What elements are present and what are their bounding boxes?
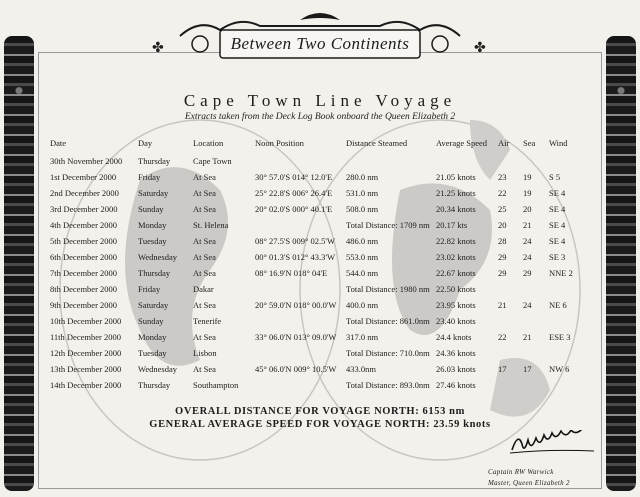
- banner-title: Between Two Continents: [230, 34, 410, 53]
- table-cell: 21.25 knots: [436, 188, 476, 198]
- table-cell: Monday: [138, 332, 167, 342]
- table-cell: 20: [523, 204, 532, 214]
- table-cell: 22: [498, 188, 507, 198]
- table-cell: Thursday: [138, 268, 171, 278]
- table-row: [50, 201, 610, 217]
- table-cell: Dakar: [193, 284, 214, 294]
- table-cell: 22.82 knots: [436, 236, 476, 246]
- table-cell: 24.36 knots: [436, 348, 476, 358]
- table-cell: SE 4: [549, 236, 566, 246]
- table-cell: [549, 281, 610, 297]
- column-header: Wind: [549, 138, 568, 148]
- table-cell: Southampton: [193, 380, 239, 390]
- table-cell: ESE 3: [549, 332, 571, 342]
- table-cell: 8th December 2000: [50, 284, 118, 294]
- table-cell: 2nd December 2000: [50, 188, 119, 198]
- table-cell: Cape Town: [193, 156, 232, 166]
- table-cell: 17: [498, 364, 507, 374]
- table-cell: Total Distance: 893.0nm: [346, 380, 430, 390]
- table-cell: SE 3: [549, 252, 566, 262]
- table-cell: 21: [523, 332, 532, 342]
- table-cell: [346, 153, 436, 169]
- overall-distance: OVERALL DISTANCE FOR VOYAGE NORTH: 6153 nm: [175, 406, 465, 417]
- table-cell: 45° 06.0'N 009° 10.5'W: [255, 364, 337, 374]
- table-row: [50, 297, 610, 313]
- table-cell: Sunday: [138, 316, 164, 326]
- table-cell: 29: [498, 252, 507, 262]
- table-cell: NE 6: [549, 300, 567, 310]
- table-cell: [523, 281, 549, 297]
- table-cell: [255, 217, 346, 233]
- table-cell: [523, 313, 549, 329]
- table-cell: St. Helena: [193, 220, 229, 230]
- table-cell: [255, 153, 346, 169]
- table-cell: [549, 377, 610, 393]
- table-cell: SE 4: [549, 188, 566, 198]
- table-cell: [255, 313, 346, 329]
- table-cell: 3rd December 2000: [50, 204, 118, 214]
- table-cell: [523, 377, 549, 393]
- table-cell: [436, 153, 498, 169]
- table-row: [50, 265, 610, 281]
- table-cell: 25: [498, 204, 507, 214]
- table-row: [50, 249, 610, 265]
- table-cell: 4th December 2000: [50, 220, 118, 230]
- table-cell: [523, 345, 549, 361]
- table-cell: 20.17 kts: [436, 220, 468, 230]
- table-cell: [498, 281, 523, 297]
- table-cell: 00° 01.3'S 012° 43.3'W: [255, 252, 335, 262]
- table-cell: 26.03 knots: [436, 364, 476, 374]
- table-cell: 400.0 nm: [346, 300, 379, 310]
- document-title: Cape Town Line Voyage: [183, 91, 457, 110]
- table-cell: 29: [498, 268, 507, 278]
- table-cell: Friday: [138, 284, 161, 294]
- table-cell: 23.95 knots: [436, 300, 476, 310]
- table-cell: Tuesday: [138, 348, 167, 358]
- table-row: [50, 345, 610, 361]
- table-cell: Wednesday: [138, 252, 177, 262]
- table-cell: 20° 59.0'N 018° 00.0'W: [255, 300, 337, 310]
- table-body: [50, 153, 610, 393]
- table-cell: 25° 22.8'S 006° 26.4'E: [255, 188, 333, 198]
- table-cell: 21: [523, 220, 532, 230]
- table-row: [50, 153, 610, 169]
- table-cell: Saturday: [138, 188, 169, 198]
- table-cell: 08° 27.5'S 009° 02.5'W: [255, 236, 335, 246]
- table-cell: NNE 2: [549, 268, 573, 278]
- table-cell: 17: [523, 364, 532, 374]
- table-header-row: [50, 133, 610, 153]
- table-cell: At Sea: [193, 188, 216, 198]
- table-cell: 1st December 2000: [50, 172, 117, 182]
- table-cell: Thursday: [138, 156, 171, 166]
- column-header: Location: [193, 138, 224, 148]
- table-cell: 24: [523, 300, 532, 310]
- table-cell: 22.50 knots: [436, 284, 476, 294]
- table-cell: [549, 313, 610, 329]
- table-cell: 280.0 nm: [346, 172, 379, 182]
- table-cell: 544.0 nm: [346, 268, 379, 278]
- table-cell: 23.40 knots: [436, 316, 476, 326]
- column-header: Sea: [523, 138, 536, 148]
- table-cell: 30th November 2000: [50, 156, 123, 166]
- table-cell: Saturday: [138, 300, 169, 310]
- table-cell: At Sea: [193, 236, 216, 246]
- table-cell: 22.67 knots: [436, 268, 476, 278]
- table-cell: 486.0 nm: [346, 236, 379, 246]
- table-cell: [255, 281, 346, 297]
- table-row: [50, 361, 610, 377]
- table-cell: 20° 02.0'S 000° 40.1'E: [255, 204, 333, 214]
- table-cell: 433.0nm: [346, 364, 376, 374]
- table-cell: 22: [498, 332, 507, 342]
- table-cell: [498, 313, 523, 329]
- table-cell: 30° 57.0'S 014° 12.0'E: [255, 172, 333, 182]
- table-cell: [255, 377, 346, 393]
- table-row: [50, 217, 610, 233]
- table-cell: At Sea: [193, 268, 216, 278]
- table-cell: [255, 345, 346, 361]
- table-cell: Wednesday: [138, 364, 177, 374]
- deck-log-table: [50, 133, 610, 393]
- table-cell: 19: [523, 188, 532, 198]
- table-row: [50, 377, 610, 393]
- scroll-banner: [170, 6, 470, 64]
- table-cell: Thursday: [138, 380, 171, 390]
- column-header: Air: [498, 138, 510, 148]
- table-cell: 24: [523, 236, 532, 246]
- table-row: [50, 329, 610, 345]
- table-cell: 23.02 knots: [436, 252, 476, 262]
- table-row: [50, 169, 610, 185]
- star-ornament-icon: ✤: [474, 41, 486, 56]
- column-header: Day: [138, 138, 153, 148]
- table-cell: 20.34 knots: [436, 204, 476, 214]
- table-cell: 5th December 2000: [50, 236, 118, 246]
- table-cell: [498, 345, 523, 361]
- table-cell: 08° 16.9'N 018° 04'E: [255, 268, 328, 278]
- table-cell: 10th December 2000: [50, 316, 122, 326]
- table-cell: 24: [523, 252, 532, 262]
- average-speed: GENERAL AVERAGE SPEED FOR VOYAGE NORTH: 23.59 knots: [149, 419, 491, 430]
- table-cell: 7th December 2000: [50, 268, 118, 278]
- table-cell: Monday: [138, 220, 167, 230]
- table-cell: SE 4: [549, 204, 566, 214]
- table-cell: [498, 153, 523, 169]
- table-cell: 20: [498, 220, 507, 230]
- table-cell: [498, 377, 523, 393]
- column-header: Noon Position: [255, 138, 304, 148]
- table-cell: [523, 153, 549, 169]
- column-header: Distance Steamed: [346, 138, 408, 148]
- table-cell: Total Distance: 1980 nm: [346, 284, 430, 294]
- table-cell: 553.0 nm: [346, 252, 379, 262]
- table-row: [50, 281, 610, 297]
- table-cell: Total Distance: 861.0nm: [346, 316, 430, 326]
- table-row: [50, 233, 610, 249]
- table-cell: 19: [523, 172, 532, 182]
- table-row: [50, 313, 610, 329]
- table-cell: [549, 345, 610, 361]
- table-cell: 531.0 nm: [346, 188, 379, 198]
- table-cell: 317.0 nm: [346, 332, 379, 342]
- table-cell: At Sea: [193, 252, 216, 262]
- captain-signature: [508, 430, 598, 456]
- table-cell: [549, 153, 610, 169]
- table-cell: At Sea: [193, 332, 216, 342]
- table-cell: 9th December 2000: [50, 300, 118, 310]
- table-cell: Total Distance: 1709 nm: [346, 220, 430, 230]
- table-cell: 24.4 knots: [436, 332, 472, 342]
- table-cell: 12th December 2000: [50, 348, 122, 358]
- column-header: Date: [50, 138, 67, 148]
- table-cell: 508.0 nm: [346, 204, 379, 214]
- table-cell: At Sea: [193, 204, 216, 214]
- table-cell: 14th December 2000: [50, 380, 122, 390]
- table-cell: 28: [498, 236, 507, 246]
- table-cell: Tenerife: [193, 316, 222, 326]
- table-cell: NW 6: [549, 364, 570, 374]
- table-cell: Total Distance: 710.0nm: [346, 348, 430, 358]
- captain-title: Master, Queen Elizabeth 2: [488, 479, 570, 487]
- table-cell: At Sea: [193, 364, 216, 374]
- table-cell: 11th December 2000: [50, 332, 121, 342]
- table-cell: 13th December 2000: [50, 364, 122, 374]
- document-subtitle: Extracts taken from the Deck Log Book onboard the Queen Elizabeth 2: [184, 112, 456, 122]
- table-cell: At Sea: [193, 172, 216, 182]
- table-cell: 33° 06.0'N 013° 09.0'W: [255, 332, 337, 342]
- table-cell: 21.05 knots: [436, 172, 476, 182]
- table-cell: Friday: [138, 172, 161, 182]
- table-cell: Sunday: [138, 204, 164, 214]
- table-cell: Tuesday: [138, 236, 167, 246]
- table-cell: At Sea: [193, 300, 216, 310]
- column-header: Average Speed: [436, 138, 488, 148]
- table-cell: 29: [523, 268, 532, 278]
- captain-name: Captain RW Warwick: [488, 468, 554, 476]
- table-cell: 6th December 2000: [50, 252, 118, 262]
- star-ornament-icon: ✤: [152, 41, 164, 56]
- table-cell: SE 4: [549, 220, 566, 230]
- table-cell: 23: [498, 172, 507, 182]
- table-cell: Lisbon: [193, 348, 217, 358]
- table-row: [50, 185, 610, 201]
- table-cell: S 5: [549, 172, 561, 182]
- table-cell: 21: [498, 300, 507, 310]
- table-cell: 27.46 knots: [436, 380, 476, 390]
